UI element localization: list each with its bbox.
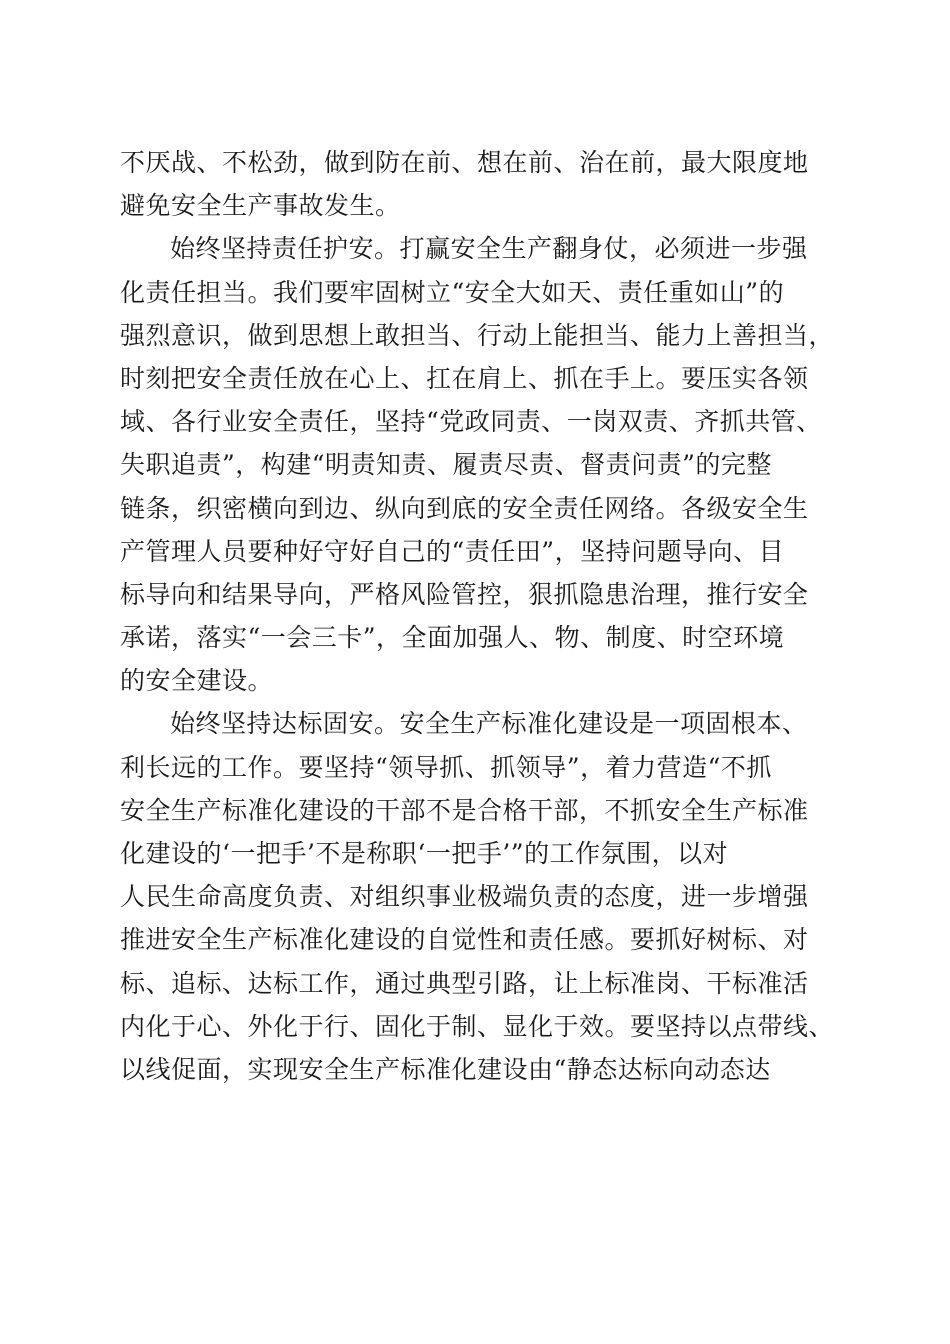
text-line: 利长远的工作。要坚持“领导抓、抓领导”，着力营造“不抓 <box>120 752 772 782</box>
text-line: 产管理人员要种好守好自己的“责任田”，坚持问题导向、目 <box>120 536 785 566</box>
text-line: 域、各行业安全责任，坚持“党政同责、一岗双责、齐抓共管、 <box>120 407 822 437</box>
text-line: 化建设的‘一把手’不是称职‘一把手’”的工作氛围，以对 <box>120 839 729 868</box>
text-line: 避免安全生产事故发生。 <box>120 191 401 221</box>
text-line: 标导向和结果导向，严格风险管控，狠抓隐患治理，推行安全 <box>120 579 809 609</box>
text-line: 承诺，落实“一会三卡”，全面加强人、物、制度、时空环境 <box>120 623 785 653</box>
text-line: 推进安全生产标准化建设的自觉性和责任感。要抓好树标、对 <box>120 925 809 955</box>
paragraph-start-line: 始终坚持达标固安。安全生产标准化建设是一项固根本、 <box>170 709 808 739</box>
text-line: 化责任担当。我们要牢固树立“安全大如天、责任重如山”的 <box>120 277 785 307</box>
text-line: 标、追标、达标工作，通过典型引路，让上标准岗、干标准活 <box>120 968 809 998</box>
text-line: 人民生命高度负责、对组织事业极端负责的态度，进一步增强 <box>120 882 809 912</box>
text-line: 安全生产标准化建设的干部不是合格干部，不抓安全生产标准 <box>120 795 809 825</box>
text-line: 以线促面，实现安全生产标准化建设由“静态达标向动态达 <box>120 1054 771 1084</box>
text-line: 失职追责”，构建“明责知责、履责尽责、督责问责”的完整 <box>120 450 772 480</box>
paragraph-start-line: 始终坚持责任护安。打赢安全生产翻身仗，必须进一步强 <box>170 234 808 264</box>
body-text <box>120 141 840 1091</box>
text-line: 时刻把安全责任放在心上、扛在肩上、抓在手上。要压实各领 <box>120 363 809 393</box>
text-line: 的安全建设。 <box>120 666 274 696</box>
text-line: 链条，织密横向到边、纵向到底的安全责任网络。各级安全生 <box>120 493 809 523</box>
text-line: 强烈意识，做到思想上敢担当、行动上能担当、能力上善担当， <box>120 320 835 350</box>
text-line: 内化于心、外化于行、固化于制、显化于效。要坚持以点带线、 <box>120 1011 835 1041</box>
text-line: 不厌战、不松劲，做到防在前、想在前、治在前，最大限度地 <box>120 148 809 177</box>
